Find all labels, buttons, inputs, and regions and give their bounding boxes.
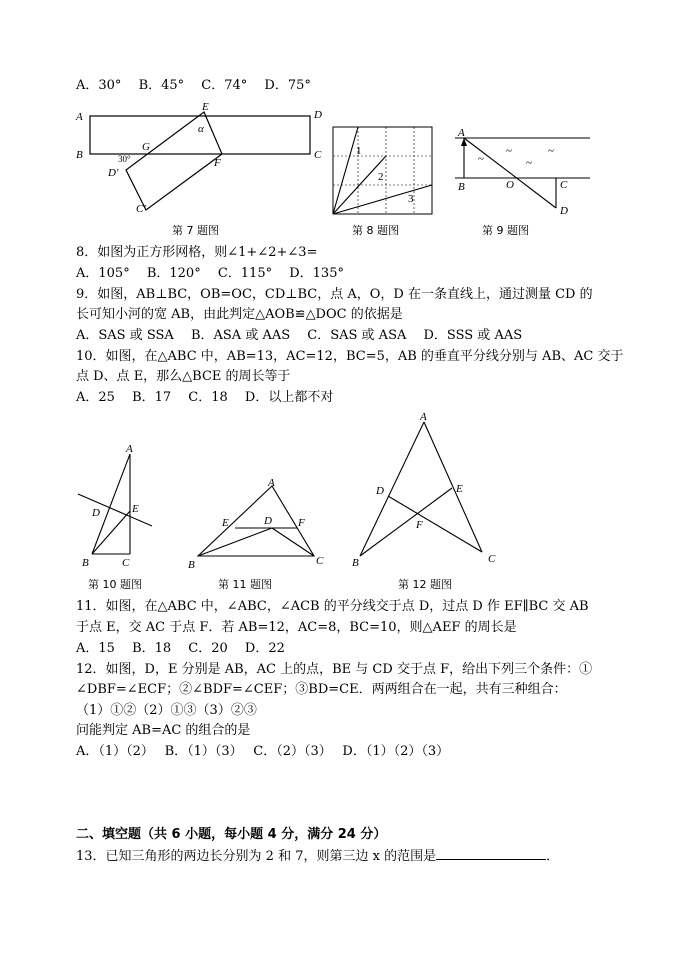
q12-line2: ∠DBF=∠ECF；②∠BDF=∠CEF；③BD=CE．两两组合在一起，共有三种组合： (76, 682, 567, 697)
figure-9 (450, 126, 600, 218)
q12-line4: 问能判定 AB=AC 的组合的是 (76, 723, 251, 738)
q13-line (76, 847, 559, 866)
label-A: A (76, 111, 83, 123)
angle-1-label: 1 (356, 145, 362, 157)
label-B: B (352, 557, 359, 569)
q12-options: A．（1）（2） B．（1）（3） C．（2）（3） D．（1）（2）（3） (76, 744, 450, 759)
label-E: E (222, 517, 229, 529)
label-A: A (420, 411, 427, 423)
q11-line2: 于点 E，交 AC 于点 F．若 AB=12，AC=8，BC=10，则△AEF 的周长是 (76, 620, 517, 635)
figure-10-caption: 第 10 题图 (88, 578, 142, 591)
label-E: E (132, 503, 139, 515)
figure-11 (184, 474, 334, 572)
figure-12 (346, 410, 506, 572)
q8-options: A．105° B．120° C．115° D．135° (76, 266, 344, 281)
figure-12-caption: 第 12 题图 (398, 578, 452, 591)
angle-2-label: 2 (378, 171, 384, 183)
label-alpha: α (198, 123, 204, 135)
label-G: G (142, 141, 150, 153)
label-F: F (416, 519, 423, 531)
label-A: A (268, 477, 275, 489)
q9-line1: 9．如图，AB⊥BC，OB=OC，CD⊥BC，点 A，O，D 在一条直线上，通过测量 CD 的 (76, 287, 593, 302)
label-F: F (298, 517, 305, 529)
q9-options: A．SAS 或 SSA B．ASA 或 AAS C．SAS 或 ASA D．SSS 或 AAS (76, 328, 523, 343)
label-E: E (202, 101, 209, 113)
figure-11-caption: 第 11 题图 (218, 578, 272, 591)
svg-text:~: ~ (526, 157, 532, 169)
figure-10 (74, 440, 164, 570)
q7-options: A．30° B．45° C．74° D．75° (76, 78, 311, 93)
angle-3-label: 3 (408, 193, 414, 205)
label-C: C (314, 149, 322, 161)
q13-text: 13．已知三角形的两边长分别为 2 和 7，则第三边 x 的范围是 (76, 849, 437, 864)
q10-line1: 10．如图，在△ABC 中，AB=13，AC=12，BC=5，AB 的垂直平分线分别与 AB、AC 交于 (76, 349, 624, 364)
label-D: D (264, 515, 272, 527)
label-A: A (126, 443, 133, 455)
figure-7 (74, 100, 334, 220)
label-B: B (82, 557, 89, 569)
figure-7-caption: 第 7 题图 (172, 224, 219, 237)
section-2-title: 二、填空题（共 6 小题，每小题 4 分，满分 24 分） (76, 827, 387, 842)
label-O: O (506, 179, 514, 191)
q11-options: A．15 B．18 C．20 D．22 (76, 641, 285, 656)
label-B: B (76, 149, 83, 161)
label-C: C (122, 557, 130, 569)
label-B: B (188, 559, 195, 571)
label-F: F (214, 157, 221, 169)
q12-line3: （1）①②（2）①③（3）②③ (76, 703, 257, 718)
label-A: A (458, 127, 465, 139)
label-C: C (488, 553, 496, 565)
q11-line1: 11．如图，在△ABC 中，∠ABC，∠ACB 的平分线交于点 D，过点 D 作 EF∥BC 交 AB (76, 599, 589, 614)
q13-answer-blank (436, 847, 546, 860)
q9-line2: 长可知小河的宽 AB，由此判定△AOB≌△DOC 的依据是 (76, 307, 403, 322)
label-E: E (456, 483, 463, 495)
figure-8 (328, 122, 436, 222)
label-C-prime: C′ (136, 203, 146, 215)
label-D: D (92, 507, 100, 519)
label-C: C (316, 555, 324, 567)
q10-options: A．25 B．17 C．18 D．以上都不对 (76, 390, 334, 405)
q12-line1: 12．如图，D，E 分别是 AB，AC 上的点，BE 与 CD 交于点 F，给出下列三个条件：① (76, 662, 593, 677)
svg-text:~: ~ (478, 153, 484, 165)
label-30deg: 30° (118, 154, 131, 164)
q13-end: ． (546, 849, 560, 864)
label-D: D (314, 109, 322, 121)
label-D: D (560, 205, 568, 217)
q10-line2: 点 D、点 E，那么△BCE 的周长等于 (76, 369, 291, 384)
label-D-prime: D′ (108, 167, 119, 179)
label-C: C (560, 179, 568, 191)
figure-8-caption: 第 8 题图 (352, 224, 399, 237)
figure-9-caption: 第 9 题图 (482, 224, 529, 237)
svg-text:~: ~ (506, 145, 512, 157)
label-B: B (458, 181, 465, 193)
svg-text:~: ~ (548, 145, 554, 157)
q8-stem: 8．如图为正方形网格，则∠1+∠2+∠3= (76, 245, 318, 260)
label-D: D (376, 485, 384, 497)
